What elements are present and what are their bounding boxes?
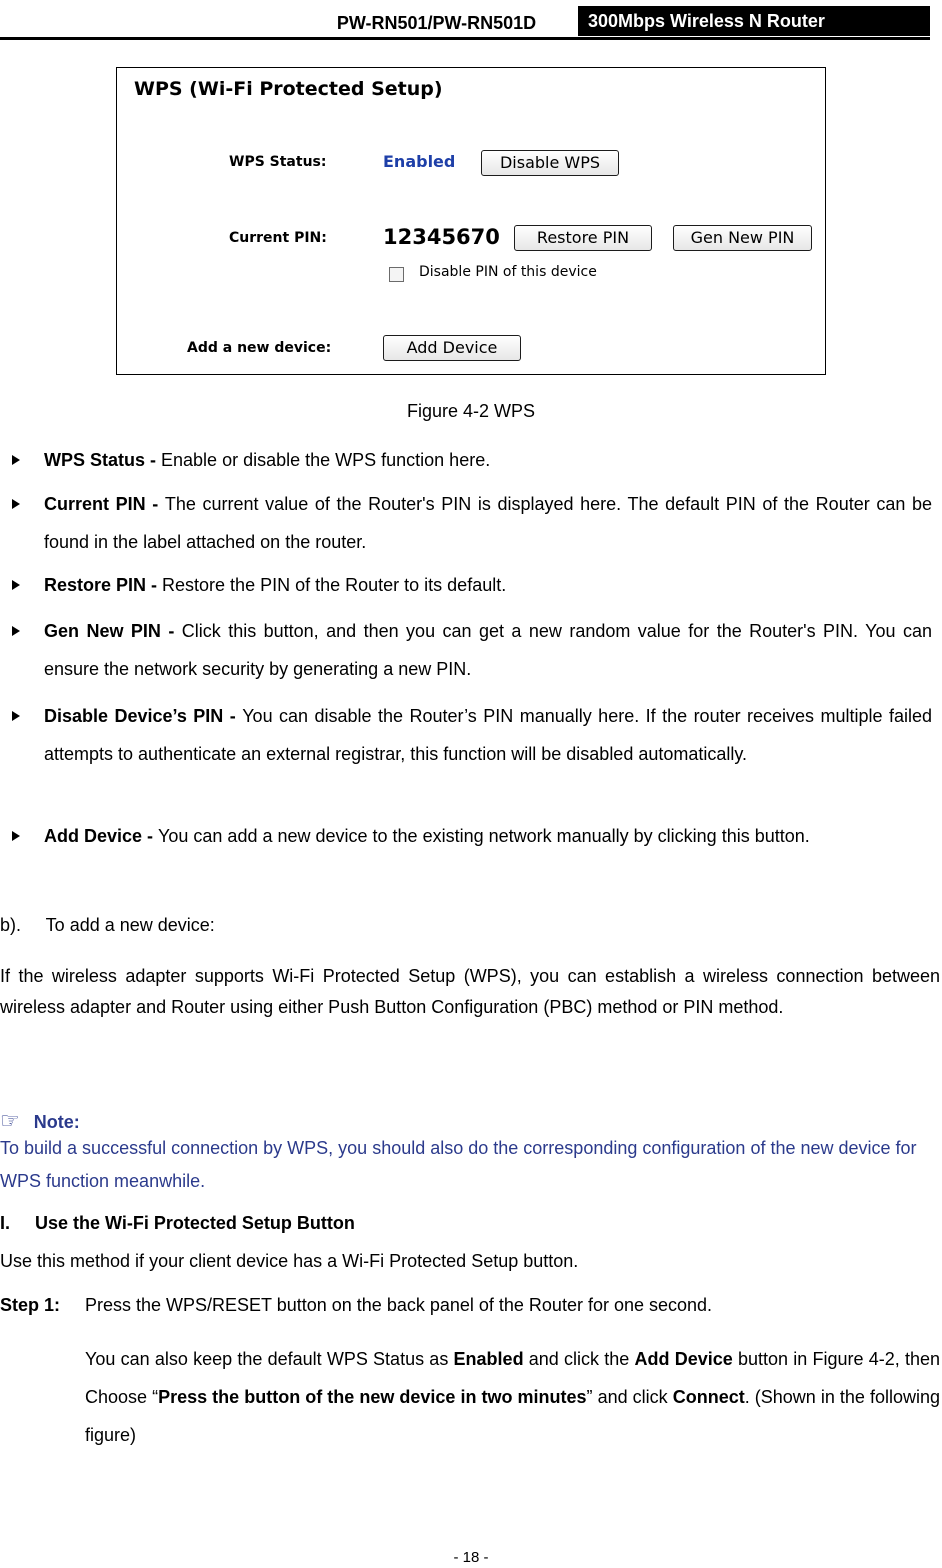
header-rule bbox=[0, 37, 930, 40]
bullet-arrow-icon bbox=[12, 455, 20, 465]
current-pin-label: Current PIN: bbox=[229, 230, 327, 246]
bullet-term: Gen New PIN - bbox=[44, 621, 182, 641]
restore-pin-button[interactable]: Restore PIN bbox=[514, 225, 652, 251]
bullet-text: You can disable the Router’s PIN manually here. If the router receives multiple failed attempts to authenticate an external registrar, this function will be disabled automatically. bbox=[44, 706, 932, 764]
bullet-term: Add Device - bbox=[44, 826, 159, 846]
section-i-heading: I. Use the Wi-Fi Protected Setup Button bbox=[0, 1213, 355, 1233]
wps-status-value: Enabled bbox=[383, 152, 456, 171]
pointing-hand-icon: ☞ bbox=[0, 1108, 20, 1133]
disable-pin-checkbox[interactable] bbox=[389, 267, 404, 282]
page-number: - 18 - bbox=[453, 1549, 489, 1566]
figure-caption: Figure 4-2 WPS bbox=[406, 401, 536, 421]
wps-title: WPS (Wi-Fi Protected Setup) bbox=[134, 78, 443, 100]
add-device-button[interactable]: Add Device bbox=[383, 335, 521, 361]
bullet-text: Enable or disable the WPS function here. bbox=[161, 450, 491, 470]
wps-status-label: WPS Status: bbox=[229, 154, 327, 170]
gen-new-pin-button[interactable]: Gen New PIN bbox=[673, 225, 812, 251]
intro-paragraph: If the wireless adapter supports Wi-Fi Protected Setup (WPS), you can establish a wireless connection between wireless adapter and Router using either Push Button Configuration (PBC) method or PIN method. bbox=[0, 966, 940, 1017]
header-product: 300Mbps Wireless N Router bbox=[578, 6, 930, 36]
bullet-text: You can add a new device to the existing network manually by clicking this button. bbox=[158, 826, 810, 846]
section-i-text: Use this method if your client device has a Wi-Fi Protected Setup button. bbox=[0, 1251, 579, 1271]
note-heading-text: Note: bbox=[33, 1112, 80, 1132]
bullet-arrow-icon bbox=[12, 499, 20, 509]
step1-paragraph: You can also keep the default WPS Status as Enabled and click the Add Device button in Figure 4-2, then Choose “Press the button of the new device in two minutes” and click Connect. (Shown in the following figure) bbox=[85, 1349, 941, 1445]
add-device-label: Add a new device: bbox=[187, 340, 332, 356]
disable-wps-button[interactable]: Disable WPS bbox=[481, 150, 619, 176]
bullet-term: Current PIN - bbox=[44, 494, 165, 514]
header-model: PW-RN501/PW-RN501D bbox=[336, 13, 537, 33]
bullet-text: Click this button, and then you can get a new random value for the Router's PIN. You can ensure the network security by generating a new PIN. bbox=[44, 621, 932, 679]
disable-pin-checkbox-label: Disable PIN of this device bbox=[419, 264, 597, 280]
step1-label: Step 1: bbox=[0, 1295, 61, 1315]
bullet-arrow-icon bbox=[12, 831, 20, 841]
note-text: To build a successful connection by WPS, you should also do the corresponding configuration of the new device for WPS function meanwhile. bbox=[0, 1138, 917, 1191]
bullet-arrow-icon bbox=[12, 626, 20, 636]
bullet-arrow-icon bbox=[12, 580, 20, 590]
bullet-arrow-icon bbox=[12, 711, 20, 721]
bullet-term: Restore PIN - bbox=[44, 575, 163, 595]
current-pin-value: 12345670 bbox=[383, 225, 500, 249]
bullet-text: The current value of the Router's PIN is displayed here. The default PIN of the Router can be found in the label attached on the router. bbox=[44, 494, 933, 552]
wps-figure-panel bbox=[116, 67, 826, 375]
step1-text: Press the WPS/RESET button on the back panel of the Router for one second. bbox=[85, 1295, 713, 1315]
bullet-term: WPS Status - bbox=[44, 450, 162, 470]
bullet-term: Disable Device’s PIN - bbox=[44, 706, 243, 726]
note-heading bbox=[0, 1108, 80, 1134]
bullet-text: Restore the PIN of the Router to its default. bbox=[162, 575, 507, 595]
section-b-heading: b). To add a new device: bbox=[0, 915, 215, 935]
